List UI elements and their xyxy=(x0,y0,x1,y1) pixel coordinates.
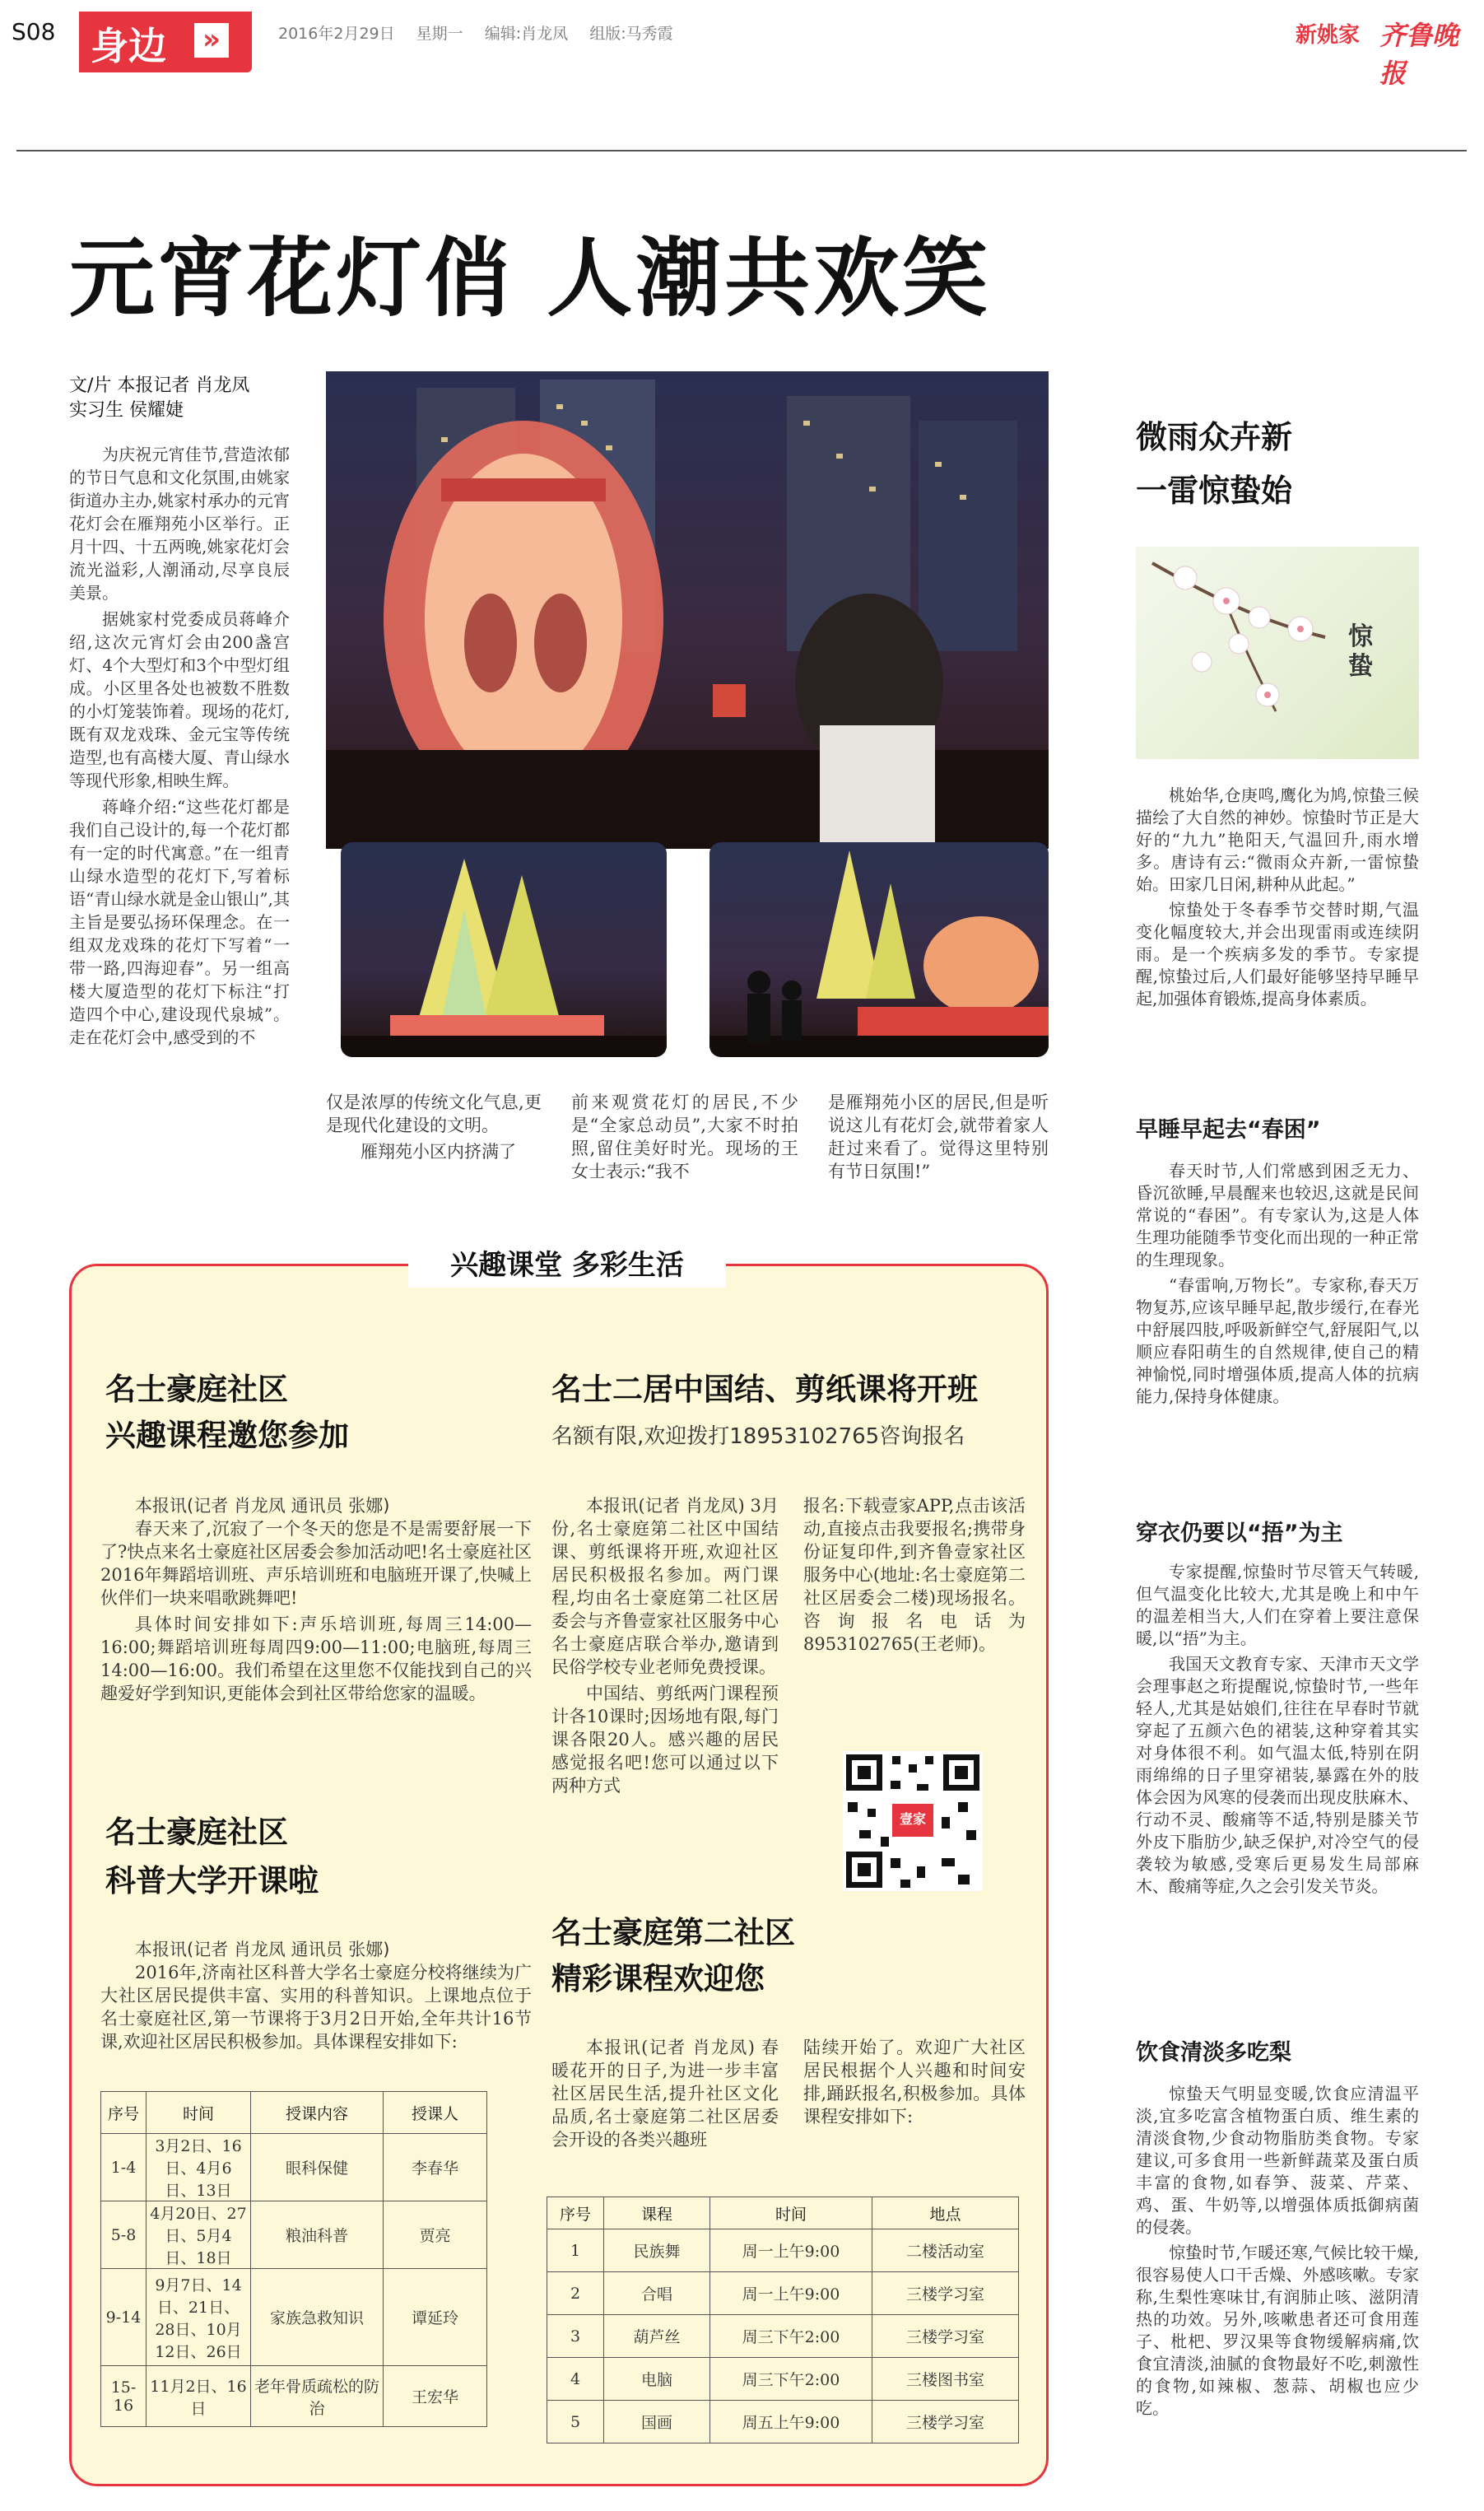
lantern-photo-right-art xyxy=(709,842,1049,1057)
issue-date: 2016年2月29日 xyxy=(278,25,395,43)
lantern-photo-left xyxy=(341,842,667,1057)
sidebar-paragraph: 桃始华,仓庚鸣,鹰化为鸠,惊蛰三候描绘了大自然的神妙。惊蛰时节正是大好的“九九”艳阳天,气温回升,雨水增多。唐诗有云:“微雨众卉新,一雷惊蛰始。田家几日闲,耕种从此起。” xyxy=(1136,785,1419,894)
a2-schedule-table xyxy=(100,2091,487,2427)
a3-left xyxy=(551,1494,779,1801)
paper-logo: 齐鲁晚报 xyxy=(1379,20,1459,89)
table-cell: 国画 xyxy=(604,2401,710,2443)
a1-byline: 本报讯(记者 肖龙凤 通讯员 张娜) xyxy=(135,1496,390,1516)
layout-editor: 组版:马秀霞 xyxy=(589,25,673,43)
table-cell: 三楼学习室 xyxy=(872,2315,1019,2358)
sidebar-paragraph: “春雷响,万物长”。专家称,春天万物复苏,应该早睡早起,散步缓行,在春光中舒展四肢,呼吸新鲜空气,舒展阳气,以顺应春阳萌生的自然规律,使自己的精神愉悦,同时增强体质,提高人体的抗病能力,保持身体健康。 xyxy=(1136,1275,1419,1406)
issue-info xyxy=(278,21,673,44)
byline-1: 文/片 本报记者 肖龙凤 xyxy=(69,375,250,396)
sidebar-text-1 xyxy=(1136,785,1419,1013)
sidebar-paragraph: 我国天文教育专家、天津市天文学会理事赵之珩提醒说,惊蛰时节,一些年轻人,尤其是姑娘们,往往在早春时节就穿起了五颜六色的裙装,这种穿着其实对身体很不利。如气温太低,特别在阴雨绵绵的日子里穿裙装,暴露在外的肢体会因为风寒的侵袭而出现皮肤麻木、行动不灵、酸痛等不适,特别是膝关节外皮下脂肪少,缺乏保护,对冷空气的侵袭较为敏感,受寒后更易发生局部麻木、酸痛等症,久之会引发关节炎。 xyxy=(1136,1654,1419,1896)
sidebar-text-2 xyxy=(1136,1160,1419,1411)
section-name: 身边 xyxy=(91,24,166,68)
lantern-photo-main xyxy=(326,371,1049,849)
article-col-3 xyxy=(571,1091,798,1186)
a4-title-2: 精彩课程欢迎您 xyxy=(551,1961,765,1996)
table-cell: 5 xyxy=(547,2401,604,2443)
section-tab xyxy=(79,12,252,72)
table-row xyxy=(547,2358,1019,2401)
table-cell: 老年骨质疏松的防治 xyxy=(251,2366,384,2427)
page-header xyxy=(0,0,1484,89)
sidebar-heading-2: 早睡早起去“春困” xyxy=(1136,1117,1321,1143)
table-cell: 1 xyxy=(547,2229,604,2272)
a4-left xyxy=(551,2036,779,2155)
a4-schedule-table xyxy=(547,2197,1019,2443)
interest-banner xyxy=(408,1243,726,1288)
column-name: 新姚家 xyxy=(1296,23,1361,48)
a3-paragraph: 本报讯(记者 肖龙凤) 3月份,名士豪庭第二社区中国结课、剪纸课将开班,欢迎社区居民积极报名参加。两门课程,均由名士豪庭第二社区居委会与齐鲁壹家社区服务中心名士豪庭店联合举办,邀请到民俗学校专业老师免费授课。 xyxy=(551,1496,779,1677)
table-cell: 民族舞 xyxy=(604,2229,710,2272)
a2-body xyxy=(100,1938,532,2057)
table-row xyxy=(101,2366,487,2427)
a4-paragraph: 陆续开始了。欢迎广大社区居民根据个人兴趣和时间安排,踊跃报名,积极参加。具体课程安排如下: xyxy=(803,2038,1026,2127)
a3-title: 名士二居中国结、剪纸课将开班 xyxy=(551,1372,978,1407)
a1-title-2: 兴趣课程邀您参加 xyxy=(105,1418,349,1453)
sidebar-title-2: 一雷惊蛰始 xyxy=(1136,473,1293,509)
article-paragraph: 雁翔苑小区内挤满了 xyxy=(361,1142,516,1162)
a1-paragraph: 春天来了,沉寂了一个冬天的您是不是需要舒展一下了?快点来名士豪庭社区居委会参加活动吧!名士豪庭社区2016年舞蹈培训班、声乐培训班和电脑班开课了,快喊上伙伴们一块来唱歌跳舞吧! xyxy=(100,1519,532,1608)
table-cell: 11月2日、16日 xyxy=(147,2366,251,2427)
article-paragraph: 前来观赏花灯的居民,不少是“全家总动员”,大家不时拍照,留住美好时光。现场的王女士表示:“我不 xyxy=(571,1092,798,1181)
table-cell: 周三下午2:00 xyxy=(710,2358,872,2401)
table-row xyxy=(101,2269,487,2366)
a4-right xyxy=(803,2036,1026,2131)
sidebar-paragraph: 惊蛰天气明显变暖,饮食应清温平淡,宜多吃富含植物蛋白质、维生素的清淡食物,少食动物脂肪类食物。专家建议,可多食用一些新鲜蔬菜及蛋白质丰富的食物,如春笋、菠菜、芹菜、鸡、蛋、牛奶等,以增强体质抵御病菌的侵袭。 xyxy=(1136,2084,1419,2237)
table-cell: 葫芦丝 xyxy=(604,2315,710,2358)
qr-code[interactable] xyxy=(843,1751,983,1891)
a4-paragraph: 本报讯(记者 肖龙凤) 春暖花开的日子,为进一步丰富社区居民生活,提升社区文化品质,名士豪庭第二社区居委会开设的各类兴趣班 xyxy=(551,2038,779,2150)
table-cell: 眼科保健 xyxy=(251,2134,384,2201)
table-cell: 三楼图书室 xyxy=(872,2358,1019,2401)
table-row xyxy=(101,2201,487,2269)
table-cell: 家族急救知识 xyxy=(251,2269,384,2366)
lantern-photo-right xyxy=(709,842,1049,1057)
a1-title-1: 名士豪庭社区 xyxy=(105,1372,288,1407)
article-paragraph: 为庆祝元宵佳节,营造浓郁的节日气息和文化氛围,由姚家街道办主办,姚家村承办的元宵花灯会在雁翔苑小区举行。正月十四、十五两晚,姚家花灯会流光溢彩,人潮涌动,尽享良辰美景。 xyxy=(69,445,290,603)
a2-title-1: 名士豪庭社区 xyxy=(105,1815,288,1850)
a3-paragraph: 中国结、剪纸两门课程预计各10课时;因场地有限,每门课各限20人。感兴趣的居民感觉报名吧!您可以通过以下两种方式 xyxy=(551,1684,779,1796)
sidebar-title-1: 微雨众卉新 xyxy=(1136,419,1293,455)
jingzhe-image xyxy=(1136,547,1419,759)
article-left-column xyxy=(69,443,290,1188)
sidebar-paragraph: 专家提醒,惊蛰时节尽管天气转暖,但气温变化比较大,尤其是晚上和中午的温差相当大,人们在穿着上要注意保暖,以“捂”为主。 xyxy=(1136,1562,1419,1648)
table-cell: 3月2日、16日、4月6日、13日 xyxy=(147,2134,251,2201)
chevron-right-icon: » xyxy=(194,23,229,58)
lantern-photo-main-art xyxy=(326,371,1049,849)
table-cell: 周一上午9:00 xyxy=(710,2229,872,2272)
article-paragraph: 据姚家村党委成员蒋峰介绍,这次元宵灯会由200盏宫灯、4个大型灯和3个中型灯组成。小区里各处也被数不胜数的小灯笼装饰着。现场的花灯,既有双龙戏珠、金元宝等传统造型,也有高楼大厦、青山绿水等现代形象,相映生辉。 xyxy=(69,609,290,790)
table-row xyxy=(547,2401,1019,2443)
jingzhe-image-title: 惊蛰 xyxy=(1348,622,1373,681)
sidebar-heading-4: 饮食清淡多吃梨 xyxy=(1136,2040,1291,2066)
table-cell: 合唱 xyxy=(604,2272,710,2315)
table-cell: 周三下午2:00 xyxy=(710,2315,872,2358)
table-row xyxy=(547,2272,1019,2315)
table-cell: 2 xyxy=(547,2272,604,2315)
table-row xyxy=(101,2134,487,2201)
table-cell: 4月20日、27日、5月4日、18日 xyxy=(147,2201,251,2269)
article-paragraph: 仅是浓厚的传统文化气息,更是现代化建设的文明。 xyxy=(326,1092,542,1135)
table-cell: 李春华 xyxy=(384,2134,487,2201)
table-cell: 电脑 xyxy=(604,2358,710,2401)
a2-paragraph: 2016年,济南社区科普大学名士豪庭分校将继续为广大社区居民提供丰富、实用的科普知识。上课地点位于名士豪庭社区,第一节课将于3月2日开始,全年共计16节课,欢迎社区居民积极参加。具体课程安排如下: xyxy=(100,1963,532,2052)
table-cell: 5-8 xyxy=(101,2201,147,2269)
table-header-cell: 授课内容 xyxy=(251,2092,384,2134)
table-cell: 9月7日、14日、21日、28日、10月12日、26日 xyxy=(147,2269,251,2366)
table-header-cell: 地点 xyxy=(872,2197,1019,2229)
a4-title-1: 名士豪庭第二社区 xyxy=(551,1915,795,1950)
table-row xyxy=(547,2229,1019,2272)
sidebar-paragraph: 惊蛰处于冬春季节交替时期,气温变化幅度较大,并会出现雷雨或连续阴雨。是一个疾病多发的季节。专家提醒,惊蛰过后,人们最好能够坚持早睡早起,加强体育锻炼,提高身体素质。 xyxy=(1136,900,1419,1009)
sidebar-heading-3: 穿衣仍要以“捂”为主 xyxy=(1136,1521,1343,1546)
table-cell: 二楼活动室 xyxy=(872,2229,1019,2272)
table-cell: 贾亮 xyxy=(384,2201,487,2269)
table-cell: 谭延玲 xyxy=(384,2269,487,2366)
table-header-row xyxy=(547,2197,1019,2229)
table-cell: 三楼学习室 xyxy=(872,2272,1019,2315)
a3-subtitle: 名额有限,欢迎拨打18953102765咨询报名 xyxy=(551,1424,965,1449)
article-paragraph: 蒋峰介绍:“这些花灯都是我们自己设计的,每一个花灯都有一定的时代寓意。”在一组青山绿水造型的花灯下,写着标语“青山绿水就是金山银山”,其主旨是要弘扬环保理念。在一组双龙戏珠的花灯下写着“一带一路,四海迎春”。另一组高楼大厦造型的花灯下标注“打造四个中心,建设现代泉城”。走在花灯会中,感受到的不 xyxy=(69,797,290,1047)
table-cell: 4 xyxy=(547,2358,604,2401)
table-cell: 15-16 xyxy=(101,2366,147,2427)
page-number: S08 xyxy=(12,18,56,45)
table-cell: 1-4 xyxy=(101,2134,147,2201)
byline-2: 实习生 侯耀婕 xyxy=(69,400,184,421)
table-cell: 3 xyxy=(547,2315,604,2358)
sidebar-text-4 xyxy=(1136,2083,1419,2495)
editor: 编辑:肖龙凤 xyxy=(484,25,569,43)
table-cell: 9-14 xyxy=(101,2269,147,2366)
sidebar-paragraph: 惊蛰时节,乍暖还寒,气候比较干燥,很容易使人口干舌燥、外感咳嗽。专家称,生梨性寒味甘,有润肺止咳、滋阴清热的功效。另外,咳嗽患者还可食用莲子、枇杷、罗汉果等食物缓解病痛,饮食宜清淡,油腻的食物最好不吃,刺激性的食物,如辣椒、葱蒜、胡椒也应少吃。 xyxy=(1136,2243,1419,2418)
a1-body xyxy=(100,1494,532,1708)
headline: 元宵花灯俏 人潮共欢笑 xyxy=(69,228,992,328)
sidebar-text-3 xyxy=(1136,1561,1419,1901)
article-col-4 xyxy=(828,1091,1049,1186)
table-header-cell: 序号 xyxy=(547,2197,604,2229)
table-header-cell: 授课人 xyxy=(384,2092,487,2134)
table-cell: 粮油科普 xyxy=(251,2201,384,2269)
qr-center-label: 壹家 xyxy=(899,1811,926,1827)
a3-paragraph: 报名:下载壹家APP,点击该活动,直接点击我要报名;携带身份证复印件,到齐鲁壹家社区服务中心(地址:名士豪庭第二社区居委会二楼)现场报名。咨询报名电话为8953102765(王老师)。 xyxy=(803,1496,1026,1654)
lantern-photo-left-art xyxy=(341,842,667,1057)
header-rule xyxy=(16,150,1467,151)
a3-right xyxy=(803,1494,1026,1659)
table-header-cell: 时间 xyxy=(710,2197,872,2229)
table-cell: 三楼学习室 xyxy=(872,2401,1019,2443)
table-row xyxy=(547,2315,1019,2358)
table-cell: 周五上午9:00 xyxy=(710,2401,872,2443)
issue-weekday: 星期一 xyxy=(416,25,463,43)
table-header-cell: 课程 xyxy=(604,2197,710,2229)
table-cell: 王宏华 xyxy=(384,2366,487,2427)
interest-banner-text: 兴趣课堂 多彩生活 xyxy=(450,1249,684,1282)
a2-title-2: 科普大学开课啦 xyxy=(105,1863,319,1898)
table-header-row xyxy=(101,2092,487,2134)
table-cell: 周一上午9:00 xyxy=(710,2272,872,2315)
table-header-cell: 序号 xyxy=(101,2092,147,2134)
article-paragraph: 是雁翔苑小区的居民,但是听说这儿有花灯会,就带着家人赶过来看了。觉得这里特别有节日氛围!” xyxy=(828,1092,1049,1181)
sidebar-paragraph: 春天时节,人们常感到困乏无力、昏沉欲睡,早晨醒来也较迟,这就是民间常说的“春困”。有专家认为,这是人体生理功能随季节变化而出现的一种正常的生理现象。 xyxy=(1136,1161,1419,1269)
table-header-cell: 时间 xyxy=(147,2092,251,2134)
a2-byline: 本报讯(记者 肖龙凤 通讯员 张娜) xyxy=(135,1940,390,1959)
article-col-2 xyxy=(326,1091,542,1167)
a1-paragraph: 具体时间安排如下:声乐培训班,每周三14:00—16:00;舞蹈培训班每周四9:00—11:00;电脑班,每周三14:00—16:00。我们希望在这里您不仅能找到自己的兴趣爱好学到知识,更能体会到社区带给您家的温暖。 xyxy=(100,1614,532,1703)
